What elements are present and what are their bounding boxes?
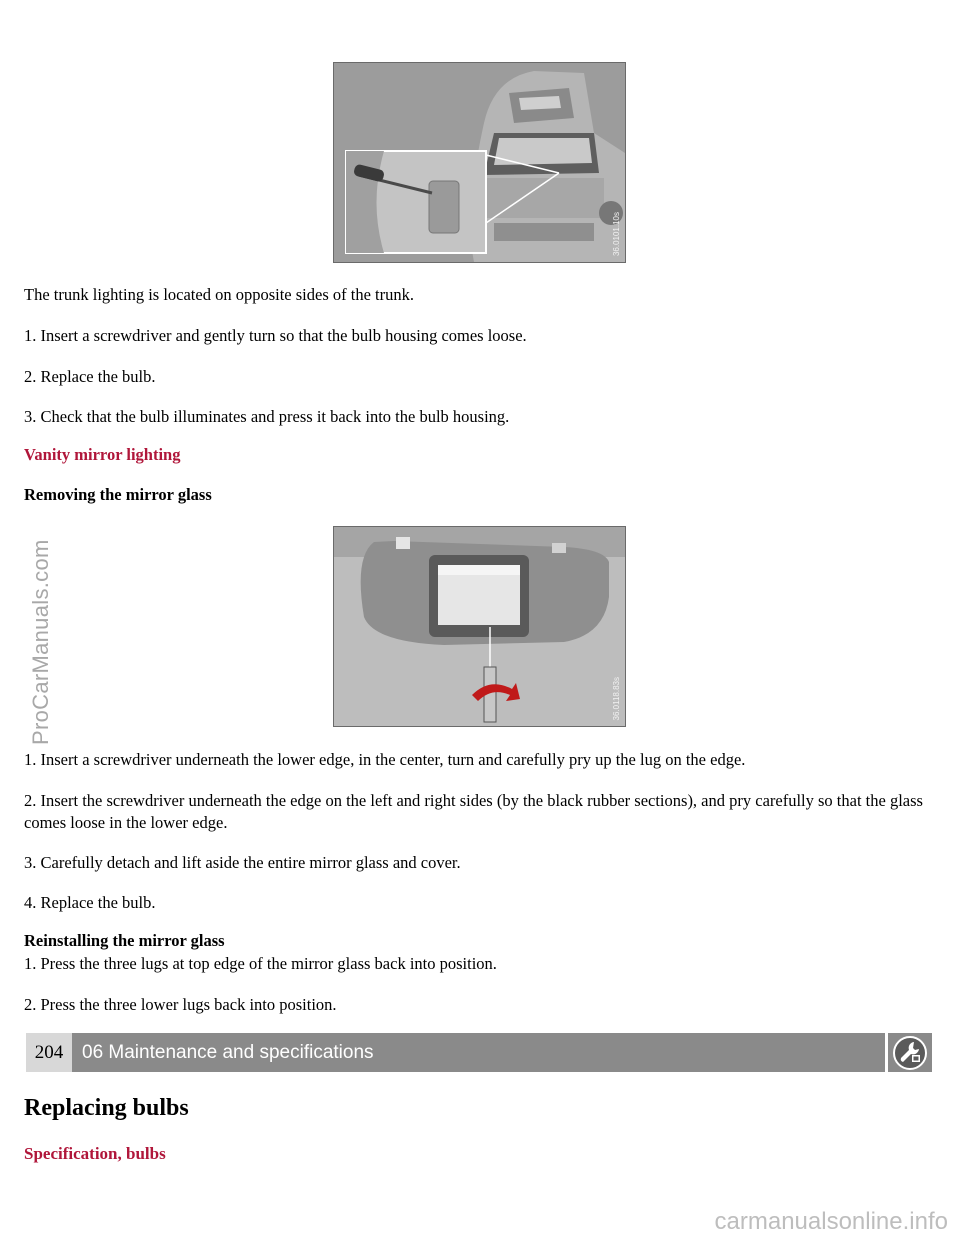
remove-step-3: 3. Carefully detach and lift aside the entire mirror glass and cover. — [24, 853, 461, 872]
trunk-lighting-illustration-icon — [334, 63, 625, 262]
remove-step-1: 1. Insert a screwdriver underneath the lower edge, in the center, turn and carefully pry up the lug on the edge. — [24, 750, 746, 769]
removing-mirror-heading: Removing the mirror glass — [24, 485, 212, 504]
chapter-title: 06 Maintenance and specifications — [82, 1041, 374, 1063]
remove-step-4: 4. Replace the bulb. — [24, 893, 156, 912]
vanity-mirror-illustration-icon — [334, 527, 625, 726]
trunk-step-2: 2. Replace the bulb. — [24, 367, 156, 386]
watermark-procarmanuals: ProCarManuals.com — [28, 539, 53, 745]
wrench-icon — [885, 1033, 932, 1072]
vanity-mirror-figure — [333, 526, 626, 727]
watermark-carmanualsonline: carmanualsonline.info — [714, 1208, 948, 1235]
vanity-mirror-heading: Vanity mirror lighting — [24, 445, 181, 464]
chapter-footer-bar — [26, 1033, 932, 1072]
trunk-intro-text: The trunk lighting is located on opposite sides of the trunk. — [24, 285, 414, 304]
trunk-step-3: 3. Check that the bulb illuminates and press it back into the bulb housing. — [24, 407, 510, 426]
trunk-step-1: 1. Insert a screwdriver and gently turn so that the bulb housing comes loose. — [24, 326, 527, 345]
reinstalling-mirror-heading: Reinstalling the mirror glass — [24, 931, 225, 950]
figure-code: 36.0118.83s — [612, 676, 621, 720]
trunk-lighting-figure — [333, 62, 626, 263]
figure-code: 36.0101.10s — [612, 211, 621, 256]
reinstall-step-2: 2. Press the three lower lugs back into position. — [24, 995, 337, 1014]
page-number: 204 — [26, 1033, 72, 1072]
reinstall-step-1: 1. Press the three lugs at top edge of the mirror glass back into position. — [24, 954, 497, 973]
section-subtitle: Specification, bulbs — [24, 1144, 166, 1163]
remove-step-2: 2. Insert the screwdriver underneath the edge on the left and right sides (by the black rubber sections), and pry carefully so that the glass comes loose in the lower edge. — [24, 791, 923, 832]
section-title: Replacing bulbs — [24, 1095, 189, 1121]
